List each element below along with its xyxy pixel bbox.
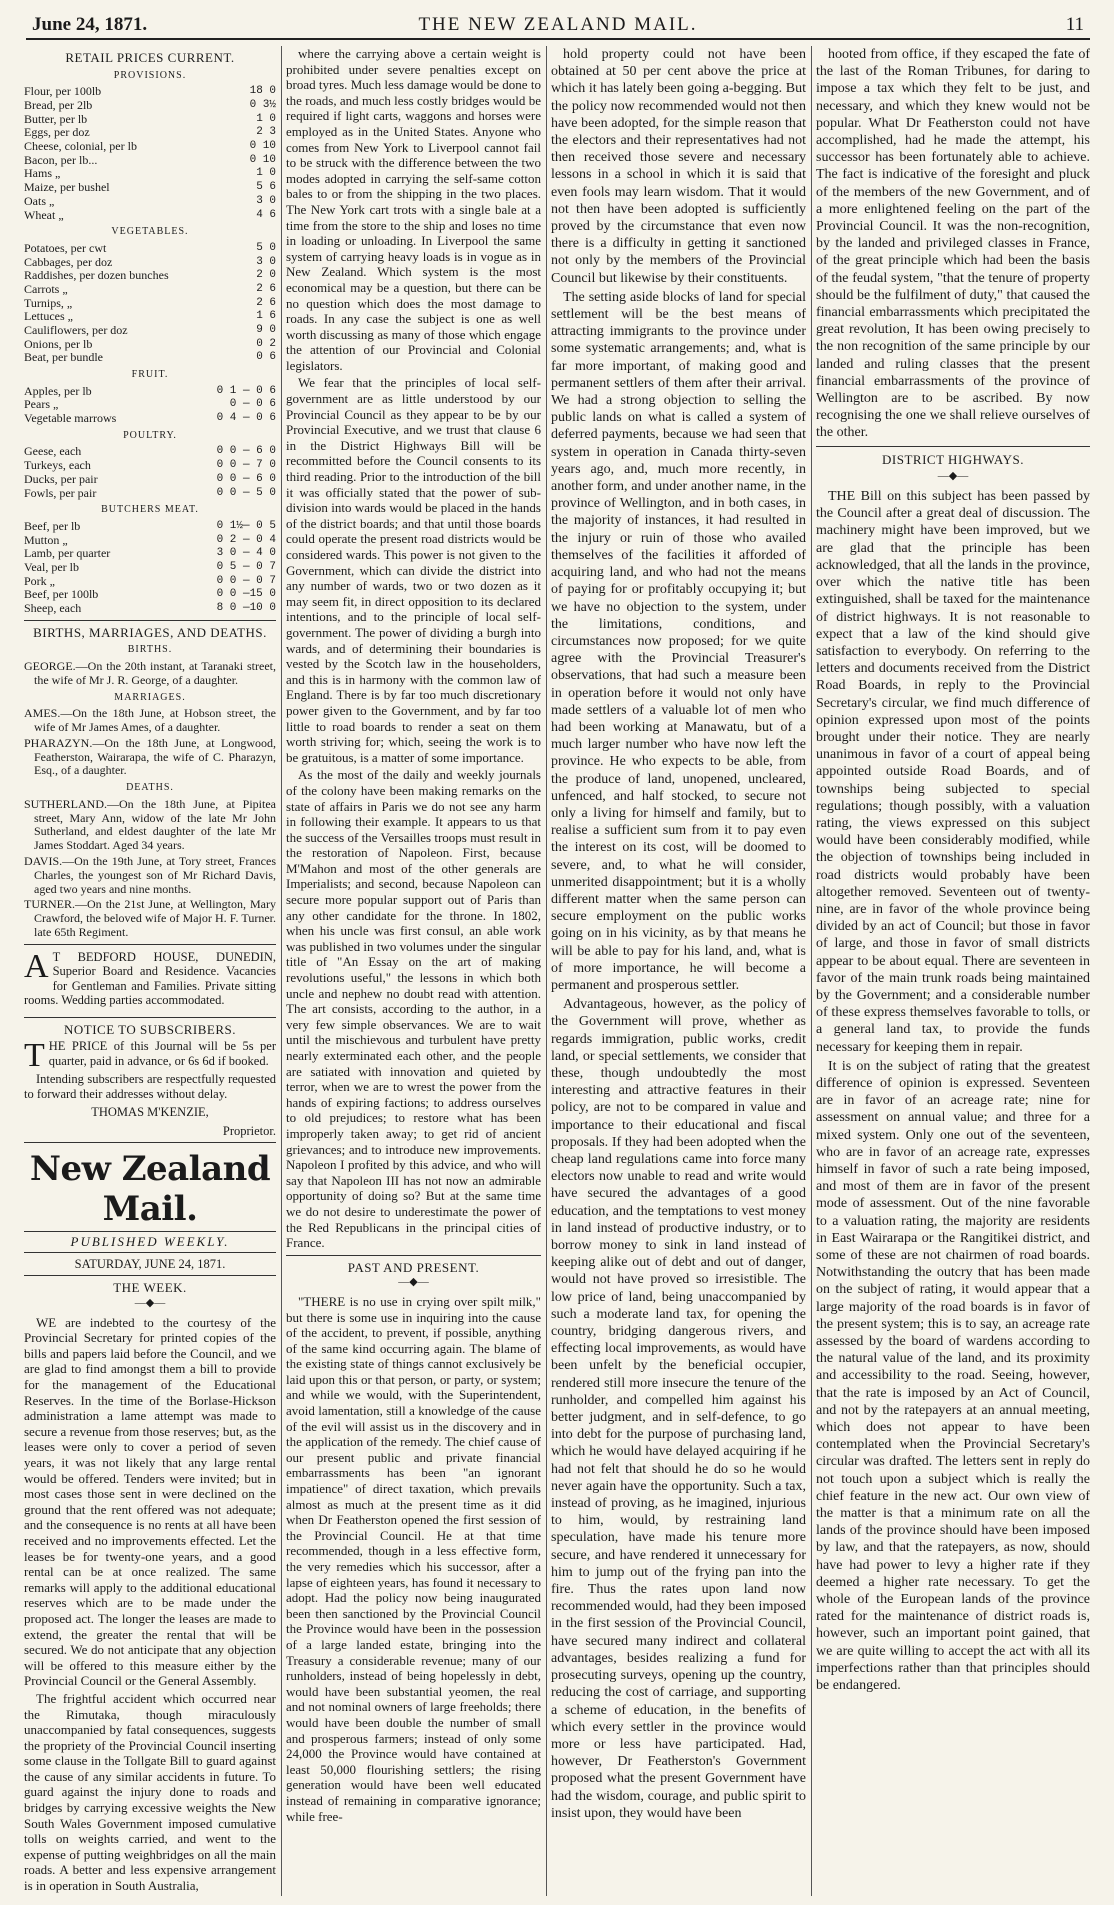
paragraph: The setting aside blocks of land for special settlement will be the best means of attracting immigrants to the province under some systematic arrangements; and, what is far more important, of making good and permanent settlers of them after their arrival. We had a strong objection to selling the public lands on what is called a system of deferred payments, because we had seen that system in operation in Canada thirty-seven years ago, and, much more recently, in another form, and under another name, in the province of Wellington, and in both cases, in the majority of instances, it had resulted in the injury or ruin of those who availed themselves of the facilities it afforded of acquiring land, and who had not the means of paying for or profitably occupying it; but we have no objection to the system, under the limitations, conditions, and circumstances now proposed; for we quite agree with the Provincial Treasurer's observations, that had such a measure been in operation before it would not only have made settlers of a valuable lot of men who had been working at Manawatu, but of a much larger number who have now left the province. He who expects to be able, from the produce of land, unopened, uncleared, unfenced, and half stocked, to secure not only a living for himself and family, but to realise a sufficient sum from it to pay even the interest on its cost, will be doomed to severe, and, to what he will consider, unmerited disappointment; but it is a wholly different matter when the same person can secure employment on the public works going on in his vicinity, as by that means he will be able to pay for his land, and, what is of more importance, he will become a permanent and prosperous settler. [551,289,806,993]
price-row [24,588,276,602]
price-item: Onions, per lb [24,336,93,351]
ornament: —◆— [937,469,969,482]
deaths-heading: DEATHS. [126,782,174,794]
price-item: Butter, per lb [24,111,88,126]
price-row [24,445,276,459]
price-value: 0 5 — 0 7 [216,560,276,573]
price-item: Bacon, per lb... [24,152,98,167]
marriages-entry: AMES.—On the 18th June, at Hobson street, the wife of Mr James Ames, of a daughter. [24,706,276,734]
paragraph: THE Bill on this subject has been passed by the Council after a great deal of discussion. The machinery might have been improved, but we are glad that the principle has been acknowledged, that all the lands in the province, over which the native title has been extinguished, shall be taxed for the maintenance of district highways. It is not reasonable to expect that a law of the kind should give satisfaction to everybody. On referring to the letters and documents received from the District Road Boards, in reply to the Provincial Secretary's circular, we find much difference of opinion expressed upon most of the points brought under their notice. They are nearly unanimous in favor of a court of appeal being appointed outside Road Boards, and of townships being subjected to special regulations; though possibly, with a valuation rating, the views expressed on this subject would have been considerably modified, while the objection of townships being included in road districts would probably have been altogether removed. Seventeen out of twenty-nine, are in favor of the whole province being divided by an act of Council; but those in favor of large, and those in favor of small districts appear to be about equal. There are seventeen in favor of the main trunk roads being maintained by the Government; and a considerable number of these express themselves favorable to tolls, or a general land tax, to provide the funds necessary for keeping them in repair. [816,489,1090,1055]
page-header [26,8,1090,40]
price-row [24,338,276,352]
price-value: 2 6 [256,282,276,295]
ornament: —◆— [398,1276,429,1289]
price-item: Veal, per lb [24,559,79,574]
price-item: Lamb, per quarter [24,546,111,561]
price-value: 0 3½ [249,98,276,111]
price-value: 9 0 [256,324,276,337]
week-title: THE WEEK. [113,1280,187,1296]
deaths-list [24,798,276,940]
price-row [24,459,276,473]
column-1 [24,46,276,1896]
subscribers-title: NOTICE TO SUBSCRIBERS. [64,1021,236,1037]
price-group-heading: PROVISIONS. [113,69,187,81]
price-row [24,324,276,338]
price-row [24,398,276,412]
price-table [24,242,276,365]
births-entry: GEORGE.—On the 20th instant, at Taranaki street, the wife of Mr J. R. George, of a daughter. [24,658,276,687]
price-value: 8 0 —10 0 [216,602,276,615]
price-value: 0 0 — 6 0 [216,472,276,485]
price-row [24,520,276,534]
past-present-article [286,1294,541,1824]
week-article [24,1315,276,1894]
price-value: 18 0 [249,85,276,98]
divider [24,620,276,621]
price-row [24,140,276,154]
district-highways-title: DISTRICT HIGHWAYS. [882,451,1024,467]
price-value: 0 2 [256,337,276,350]
paragraph: "THERE is no use in crying over spilt milk," but there is some use in inquiring into the cause of the accident, to prevent, if possible, anything of the same kind occurring again. The blame of the existing state of things cannot exclusively be laid upon this or that person, or party, or system; and while we would, with the Superintendent, avoid lamentation, still a knowledge of the cause of the evil will assist us in the discovery and in the application of the remedy. The chief cause of our present public and private financial embarrassments has been "an ignorant impatience" of direct taxation, which prevails almost as much at the present time as it did when Dr Featherston opened the first session of the Provincial Council. He at that time recommended, though in a less effective form, the very remedies which his successor, after a lapse of eighteen years, has found it necessary to adopt. Had the policy now being inaugurated been then sanctioned by the Provincial Council the Province would have been in the possession of a large landed estate, bringing into the Treasury a considerable revenue; many of our runholders, instead of being hopelessly in debt, would have been substantial yeomen, the real and not nominal owners of large freeholds; there would have been double the number of small and prosperous farmers; instead of only some 24,000 the Province would have contained at least 50,000 flourishing settlers; the rising generation would have been well educated instead of remaining in comparative ignorance; while free- [286,1293,541,1824]
price-item: Cabbages, per doz [24,254,113,269]
drop-cap: A [24,947,49,985]
price-item: Potatoes, per cwt [24,240,107,255]
past-present-cont [551,46,806,1822]
price-table [24,385,276,426]
price-item: Turkeys, each [24,458,91,473]
price-group-heading: POULTRY. [123,429,177,441]
proprietor-role: Proprietor. [222,1123,276,1138]
price-value: 5 6 [256,181,276,194]
price-item: Ducks, per pair [24,471,98,486]
price-row [24,412,276,426]
price-item: Lettuces „ [24,309,73,324]
paragraph: hooted from office, if they escaped the fate of the last of the Roman Tribunes, for daring to impose a tax which they felt to be just, and necessary, and which they knew would not be popular. What Dr Featherston could not have accomplished, had he made the attempt, his successor has been fortunately able to achieve. The fact is indicative of the foresight and pluck of the members of the new Government, and of a more enlightened feeling on the part of the Provincial Council. It was the non-recognition, by the landed and privileged classes in France, of the great principle which had been the basis of the feudal system, "that the tenure of property should be the fulfilment of duty," that caused the financial embarrassments which precipitated the great revolution, It has been owing precisely to the non recognition of the same principle by our landed and ruling classes that the present financial embarrassments of the province of Wellington are to be ascribed. By now recognising the one we shall relieve ourselves of the other. [816,47,1090,441]
paper-title: THE NEW ZEALAND MAIL. [418,14,698,35]
price-table [24,520,276,616]
subscribers-price: HE PRICE of this Journal will be 5s per quarter, paid in advance, or 6s 6d if booked. [48,1039,276,1068]
price-item: Eggs, per doz [24,125,90,140]
price-row [24,195,276,209]
price-row [24,269,276,283]
price-item: Wheat „ [24,207,64,222]
price-item: Geese, each [24,444,82,459]
column-2 [286,46,541,1896]
price-row [24,487,276,501]
price-value: 0 0 — 5 0 [216,486,276,499]
price-item: Beef, per 100lb [24,587,99,602]
price-value: 3 0 — 4 0 [216,547,276,560]
price-value: 1 0 [256,167,276,180]
price-row [24,126,276,140]
price-group-heading: VEGETABLES. [111,226,189,238]
week-article-cont [286,46,541,1251]
price-value: 0 6 [256,351,276,364]
price-item: Cauliflowers, per doz [24,323,128,338]
price-item: Beat, per bundle [24,350,103,365]
price-value: 2 6 [256,296,276,309]
paragraph: WE are indebted to the courtesy of the Provincial Secretary for printed copies of the bills and papers laid before the Council, and we are glad to find amongst them a bill to provide for the management of the Educational Reserves. In the time of the Borlase-Hickson administration a lame attempt was made to secure a revenue from those reserves; but, as the leases were only to cover a period of seven years, it was not likely that any large rental would be offered. Tenders were invited; but in most cases those sent in were declined on the ground that the rent offered was not adequate; and the consequence is no rents at all have been received and no improvements effected. Let the leases be for twenty-one years, and a good rental can be at once realized. The same remarks will apply to the additional educational reserves which are to be made under the proposed act. The longer the leases are made to extend, the greater the rental that will be secured. We do not anticipate that any objection will be offered to this measure either by the Provincial Council or the General Assembly. [24,1314,276,1689]
paragraph: where the carrying above a certain weight is prohibited under severe penalties except on broad tyres. Much less damage would be done to the roads, and much less costly bridges would be required if light carts, waggons and horses were employed as in the United States. Anyone who comes from New York to Liverpool cannot fail to be struck with the difference between the two modes adopted in carrying the self-same cotton bales to or from the shipping in the two places. The New York cart trots with a single bale at a time from the store to the ship and loses no time in loading or unloading. In Liverpool the same system of carrying heavy loads is in vogue as in New Zealand. Which system is the most economical may be a question, but there can be no question which does the most damage to roads. In any case the subject is one as well worth discussing as many of those which engage the attention of our Provincial and Colonial legislators. [286,46,541,373]
price-value: 1 0 [256,112,276,125]
bedford-text: T BEDFORD HOUSE, DUNEDIN, Superior Board and Residence. Vacancies for Gentleman and Families. Private sitting rooms. Wedding parties accommodated. [24,949,276,1008]
price-value: 0 0 —15 0 [216,588,276,601]
price-value: 3 0 [256,255,276,268]
marriages-list [24,707,276,778]
price-row [24,283,276,297]
price-row [24,547,276,561]
births-heading: BIRTHS. [127,644,173,656]
price-item: Mutton „ [24,532,68,547]
proprietor-name: THOMAS M'KENZIE, [91,1105,209,1120]
bedford-advert [24,944,276,1018]
deaths-entry: TURNER.—On the 21st June, at Wellington, Mary Crawford, the beloved wife of Major H. F. Turner. late 65th Regiment. [24,897,276,939]
price-value: 4 6 [256,208,276,221]
price-value: 0 0 — 6 0 [216,445,276,458]
price-row [24,99,276,113]
births-list [24,660,276,688]
issue-date: June 24, 1871. [32,14,148,35]
marriages-entry: PHARAZYN.—On the 18th June, at Longwood, Featherston, Wairarapa, the wife of C. Pharazyn, Esq., of a daughter. [24,735,276,778]
masthead-title: New Zealand Mail. [29,1149,271,1230]
price-value: 3 0 [256,194,276,207]
price-row [24,575,276,589]
price-value: 2 0 [256,269,276,282]
price-item: Turnips, „ [24,295,73,310]
column-rule [546,46,547,1896]
column-rule [811,46,812,1896]
price-value: 0 0 — 0 7 [216,574,276,587]
masthead-date: SATURDAY, JUNE 24, 1871. [24,1257,276,1277]
price-row [24,473,276,487]
divider [24,1142,276,1143]
price-value: 0 — 0 6 [229,398,276,411]
district-highways-article [816,488,1090,1694]
price-row [24,385,276,399]
price-value: 1 6 [256,310,276,323]
subscribers-notice [24,1039,276,1138]
deaths-entry: SUTHERLAND.—On the 18th June, at Pipitea street, Mary Ann, widow of the late Mr John Sutherland, and eldest daughter of the late Mr James Stoddart. Aged 34 years. [24,796,276,853]
paragraph: Advantageous, however, as the policy of the Government will prove, whether as regards immigration, public works, credit land, or special settlements, we consider that these, though undoubtedly the most interesting and attractive features in their policy, are not to be compared in value and importance to their educational and fiscal proposals. If they had been adopted when the cheap land regulations came into force many electors now unable to read and write would have secured the advantages of a good education, and the temptations to vest money in land instead of productive industry, or to borrow money to sink in land instead of keeping alike out of debt and out of danger, would not have proved so irresistible. The low price of land, being unaccompanied by such a moderate land tax, for opening the country, bridging dangerous rivers, and effecting local improvements, as would have been unfelt by the beneficial occupier, rendered still more insecure the tenure of the runholder, and compelled him against his better judgment, and in self-defence, to go into debt for the purpose of purchasing land, which he would have delayed acquiring if he had not felt that should he do so he would never again have the opportunity. Such a tax, instead of proving, as he imagined, injurious to him, would, by restraining land speculation, have made his tenure more secure, and have rendered it unnecessary for him to jump out of the frying pan into the fire. Thus the rates upon land now recommended would, had they been imposed in the first session of the Provincial Council, have secured many indirect and collateral advantages, besides realizing a fund for prosecuting surveys, opening up the country, reducing the cost of carriage, and supporting a scheme of education, in the benefits of which every settler in the province would more or less have participated. Had, however, Dr Featherston's Government proposed what the present Government have had the wisdom, courage, and public spirit to insist upon, they would have been [551,997,806,1821]
price-item: Bread, per 2lb [24,97,93,112]
price-row [24,297,276,311]
price-row [24,242,276,256]
price-row [24,85,276,99]
price-row [24,534,276,548]
drop-cap: T [24,1037,45,1075]
column-4 [816,46,1090,1896]
price-row [24,113,276,127]
price-item: Maize, per bushel [24,180,110,195]
price-item: Fowls, per pair [24,485,97,500]
paragraph: hold property could not have been obtained at 50 per cent above the price at which it has lately been going a-begging. But the policy now recommended would not then have been adopted, for the simple reason that the electors and their representatives had not then received those severe and necessary lessons in a school in which it is said that even fools may learn wisdom. That it would not then have been adopted is sufficiently proved by the circumstance that even now there is a difficulty in getting it sanctioned not only by the members of the Provincial Council but likewise by their constituents. [551,47,806,286]
price-item: Vegetable marrows [24,411,117,426]
price-list [24,68,276,616]
price-value: 5 0 [256,241,276,254]
price-table [24,85,276,222]
price-row [24,310,276,324]
price-value: 0 10 [249,153,276,166]
price-item: Hams „ [24,166,61,181]
price-row [24,351,276,365]
price-value: 0 10 [249,140,276,152]
ornament: —◆— [134,1297,166,1310]
price-group-heading: FRUIT. [131,369,169,381]
prices-title: RETAIL PRICES CURRENT. [65,50,235,65]
price-item: Oats „ [24,193,55,208]
price-value: 0 0 — 7 0 [216,459,276,472]
paragraph: As the most of the daily and weekly journals of the colony have been making remarks on the state of affairs in Paris we do not see any harm in following their example. It appears to us that the success of the Versailles troops must result in the restoration of Napoleon. First, because M'Mahon and most of the other generals are Imperialists; and second, because Napoleon can secure more popular support out of Paris than any other candidate for the throne. In 1802, when his uncle was first consul, an able work was published in two volumes under the singular title of "An Essay on the art of making revolutions useful," the lessons in which both uncle and nephew no doubt read with attention. The art consists, according to the author, in a very few simple observances. We are to wait until the mischievous and turbulent have pretty nearly exterminated each other, and the people are satiated with innovation and quieted by terror, when we are to wrest the power from the hands of expiring factions; to address ourselves to old prejudices; to restore what has been improperly taken away; to get rid of ancient grievances; and to introduce new improvements. Napoleon I profited by this advice, and who will say that Napoleon III has not now an admirable opportunity of doing so? But at the same time we do not desire to underestimate the power of the Red Republicans in the principal cities of France. [286,767,541,1251]
price-row [24,154,276,168]
price-item: Apples, per lb [24,383,92,398]
past-present-end [816,46,1090,442]
price-table [24,445,276,500]
price-row [24,602,276,616]
price-value: 0 1 — 0 6 [216,384,276,397]
paragraph: It is on the subject of rating that the greatest difference of opinion is expressed. Seventeen are in favor of an acreage rate; nine for assessment on annual value; and three for a mixed system. Only one out of the seventeen, who are in favor of an acreage rate, expresses himself in favor of such a rate being imposed, and most of them are in favor of the present mode of assessment. Out of the nine favorable to a valuation rating, the majority are residents in East Wairarapa or the Rangitikei district, and some of these are not chairmen of road boards. Notwithstanding the outcry that has been made on the subject of rating, it would appear that a large majority of the road boards is in favor of the present system; this is to say, an acreage rate assessed by the board of wardens according to the natural value of the land, and its proximity and accessibility to the road. Seeing, however, that the rate is imposed by an Act of Council, and not by the ratepayers at an annual meeting, which does not appear to have been contemplated when the Provincial Secretary's circular was drafted. The letters sent in reply do not touch upon a subject which is really the chief feature in the new act. Our own view of the matter is that a minimum rate on all the lands of the province should have been imposed by law, and that the ratepayers, as now, should have had power to levy a higher rate if they deemed a higher rate necessary. To get the whole of the European lands of the province rated for the maintenance of district roads is, however, such an important point gained, that we are quite willing to accept the act with all its imperfections rather than that principles should be endangered. [816,1058,1090,1694]
price-row [24,167,276,181]
price-group-heading: BUTCHERS MEAT. [101,504,199,516]
page-number: 11 [1065,14,1084,35]
paragraph: The frightful accident which occurred near the Rimutaka, though miraculously unaccompanied by fatal consequences, suggests the propriety of the Provincial Council inserting some clause in the Tollgate Bill to guard against the cause of any similar accidents in future. To guard against the injury done to roads and bridges by carrying excessive weights the New South Wales Government imposed cumulative tolls on weights carried, and went to the expense of putting weighbridges on all the main roads. A better and less expensive arrangement is in operation in South Australia, [24,1690,276,1894]
marriages-heading: MARRIAGES. [114,691,186,703]
price-item: Sheep, each [24,601,82,616]
paragraph: We fear that the principles of local self-government are as little understood by our Provincial Council as they appear to be by our Provincial Executive, and we trust that clause 6 in the District Highways Bill will be recommitted before the Council consents to its third reading. Prior to the introduction of the bill it was officially stated that the power of sub-division into wards would be placed in the hands of the district boards; and that until those boards could operate the present road districts would be considered wards. This power is not given to the Government, which can divide the district into any number of wards, two or two dozen as it may seem fit, in direct opposition to its declared intentions, and to the principle of local self-government. The power of dividing a burgh into wards, and of determining their boundaries is vested by the Scotch law in the householders, and this is in harmony with the common law of England. There is by far too much discretionary power given to the Government, and by far too little to road boards to render a seat on them worth striving for; which, seeing the work is to be gratuitous, is a matter of some importance. [286,375,541,765]
past-present-title: PAST AND PRESENT. [347,1259,480,1275]
price-row [24,561,276,575]
subscribers-request: Intending subscribers are respectfully requested to forward their addresses without delay. [24,1072,276,1101]
divider [816,446,1090,447]
price-item: Pork „ [24,573,55,588]
price-row [24,181,276,195]
price-row [24,209,276,223]
divider [286,1255,541,1256]
price-value: 0 2 — 0 4 [216,533,276,546]
price-item: Carrots „ [24,281,68,296]
published-weekly: PUBLISHED WEEKLY. [24,1231,276,1253]
price-row [24,256,276,270]
bmd-title: BIRTHS, MARRIAGES, AND DEATHS. [33,624,267,640]
price-value: 0 1½— 0 5 [216,519,276,532]
price-item: Flour, per 100lb [24,84,102,99]
price-item: Beef, per lb [24,518,81,533]
deaths-entry: DAVIS.—On the 19th June, at Tory street, Frances Charles, the youngest son of Mr Richard Davis, aged two years and nine months. [24,853,276,896]
price-value: 2 3 [256,126,276,139]
column-3 [551,46,806,1896]
price-value: 0 4 — 0 6 [216,412,276,425]
price-item: Pears „ [24,397,59,412]
price-item: Raddishes, per dozen bunches [24,268,169,283]
price-item: Cheese, colonial, per lb [24,139,137,153]
column-rule [281,46,282,1896]
